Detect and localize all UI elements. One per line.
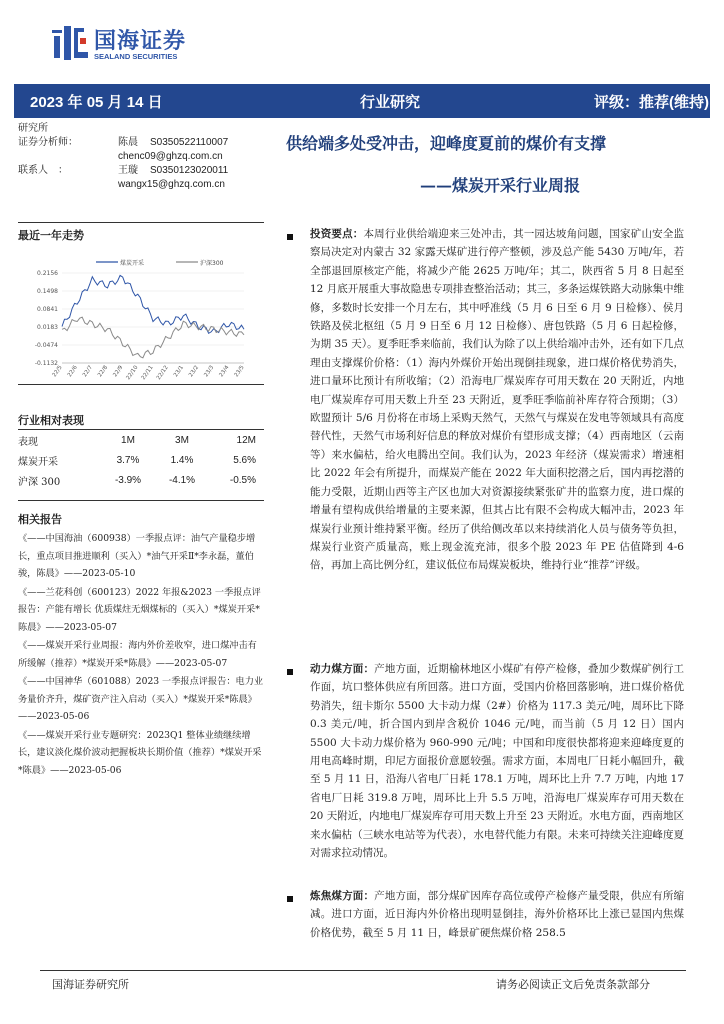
- bullet-icon: [287, 234, 293, 240]
- x-tick-label: 22/8: [97, 364, 110, 379]
- y-tick-label: 0.0841: [37, 306, 58, 313]
- divider: [18, 429, 264, 430]
- table-header-cell: 1M: [121, 435, 135, 446]
- section-label: 投资要点：: [310, 228, 364, 240]
- report-date: 2023 年 05 月 14 日: [30, 94, 163, 111]
- table-header-cell: 表现: [18, 437, 38, 448]
- contact-email[interactable]: wangx15@ghzq.com.cn: [118, 179, 225, 190]
- section-label: 炼焦煤方面：: [310, 890, 375, 902]
- header-banner: [14, 84, 710, 118]
- series-line-index: [62, 317, 244, 358]
- contact-cert: S0350123020011: [150, 165, 229, 176]
- analyst-label: 证券分析师：: [18, 137, 78, 148]
- bullet-icon: [287, 669, 293, 675]
- x-tick-label: 22/6: [66, 364, 79, 379]
- y-tick-label: 0.0183: [37, 324, 58, 331]
- analyst-cert: S0350522110007: [150, 137, 229, 148]
- divider: [18, 384, 264, 385]
- legend-sector-label: 煤炭开采: [120, 260, 145, 267]
- contact-label: 联系人 ：: [18, 165, 68, 176]
- table-cell: 沪深 300: [18, 477, 61, 488]
- trend-chart: [18, 251, 250, 381]
- report-category: 行业研究: [360, 94, 421, 111]
- x-tick-label: 22/7: [81, 364, 94, 379]
- legend-index-label: 沪深300: [200, 260, 224, 267]
- divider: [18, 222, 264, 223]
- x-tick-label: 22/5: [51, 364, 64, 379]
- related-reports-list: [18, 530, 264, 780]
- chart-legend: [96, 259, 224, 267]
- logo-text-en: SEALAND SECURITIES: [94, 52, 178, 61]
- y-tick-label: -0.0474: [34, 342, 58, 349]
- section-investment: [310, 225, 684, 645]
- logo-text-cn: 国海证券: [94, 28, 187, 53]
- x-tick-label: 23/2: [188, 364, 201, 379]
- analyst-name: 陈晨: [118, 137, 138, 148]
- footer-left: 国海证券研究所: [52, 978, 129, 991]
- report-title: 供给端多处受冲击，迎峰度夏前的煤价有支撑: [286, 134, 607, 153]
- section-label: 动力煤方面：: [310, 663, 375, 675]
- y-tick-label: 0.1498: [37, 288, 58, 295]
- x-tick-label: 22/11: [140, 364, 155, 381]
- x-tick-label: 22/9: [112, 364, 125, 379]
- section-text: 产地方面，近期榆林地区小煤矿有停产检修，叠加少数煤矿例行工作面，坑口整体供应有所回落。进口方面，受国内价格回落影响，进口煤价格优势消失，纽卡斯尔 5500 大卡动力煤（2#）价格为 117.3 美元/吨，周环比下降 0.3 美元/吨，折合国内到岸含税价 1046 元/吨，而当前（5 月 12 日）国内 5500 大卡动力煤价格为 960-990 元/吨；中国和印度很快都将迎来迎峰度夏的用电高峰时期，印尼方面报价意愿较强。需求方面，本周电厂日耗小幅回升，截至 5 月 11 日，沿海八省电厂日耗 178.1 万吨，周环比上升 7.7 万吨，内地 17 省电厂日耗 319.8 万吨，周环比上升 5.5 万吨，沿海电厂煤炭库存可用天数在 20 天附近，内地电厂煤炭库存可用天数上升至 23 天附近。水电方面，西南地区来水偏枯（三峡水电站等为代表），水电替代能力有限。未来可持续关注迎峰度夏对需求拉动情况。: [310, 663, 684, 860]
- table-row: [18, 452, 256, 469]
- divider: [18, 500, 264, 501]
- x-tick-label: 22/12: [155, 364, 170, 381]
- section-thermal-coal: [310, 660, 684, 882]
- section-text: 产地方面，部分煤矿因库存高位或停产检修产量受限，供应有所缩减。进口方面，近日海内外价格出现明显倒挂，海外价格环比上涨已显国内焦煤价格优势，截至 5 月 11 日，峰景矿硬焦煤价格 258.5: [310, 890, 684, 939]
- table-header-cell: 3M: [175, 435, 189, 446]
- x-tick-label: 23/4: [218, 364, 231, 379]
- logo-mark-icon: [50, 22, 94, 66]
- x-tick-label: 23/5: [233, 364, 246, 379]
- footer-right: 请务必阅读正文后免责条款部分: [496, 978, 650, 991]
- table-cell: 3.7%: [116, 455, 140, 466]
- performance-table: [18, 432, 256, 489]
- y-tick-label: -0.1132: [34, 360, 58, 367]
- institute-label: 研究所: [18, 123, 48, 134]
- related-heading: 相关报告: [18, 513, 62, 526]
- table-cell: -3.9%: [114, 475, 142, 486]
- report-subtitle: ——煤炭开采行业周报: [420, 176, 581, 195]
- table-header-row: [18, 432, 256, 449]
- table-row: [18, 472, 256, 489]
- table-header-cell: 12M: [236, 435, 256, 446]
- trend-chart-svg: [18, 251, 250, 381]
- bullet-icon: [287, 896, 293, 902]
- table-cell: -0.5%: [229, 475, 256, 486]
- company-logo: [50, 22, 190, 68]
- list-item[interactable]: 《——兰花科创（600123）2022 年报&2023 一季报点评报告：产能有增长 优质煤炷无烟煤标的（买入）*煤炭开采*陈晨》——2023-05-07: [18, 586, 261, 633]
- contact-name: 王璇: [118, 165, 138, 176]
- x-tick-label: 22/10: [125, 364, 140, 381]
- table-cell: 5.6%: [233, 455, 256, 466]
- footer-divider: [40, 970, 686, 971]
- y-tick-label: 0.2156: [37, 270, 58, 277]
- table-cell: 1.4%: [170, 455, 194, 466]
- list-item[interactable]: 《——中国神华（601088）2023 一季报点评报告：电力业务量价齐升，煤矿资产注入启动（买入）*煤炭开采*陈晨》——2023-05-06: [18, 676, 264, 722]
- trend-heading: 最近一年走势: [18, 229, 84, 242]
- table-cell: -4.1%: [168, 475, 196, 486]
- list-item[interactable]: 《——煤炭开采行业周报：海内外价差收窄，进口煤冲击有所缓解（推荐）*煤炭开采*陈晨》——2023-05-07: [18, 640, 257, 669]
- list-item[interactable]: 《——煤炭开采行业专题研究：2023Q1 整体业绩继续增长，建议淡化煤价波动把握板块长期价值（推荐）*煤炭开采*陈晨》——2023-05-06: [18, 729, 262, 776]
- series-line-sector: [62, 275, 244, 333]
- section-text: 本周行业供给端迎来三处冲击，其一园达坡角问题，国家矿山安全监察局决定对内蒙古 32 家露天煤矿进行停产整顿，涉及总产能 5430 万吨/年，若全部退回原核定产能，将减少产能 2625 万吨/年；其二，陕西省 5 月 8 日起至 12 月底开展重大事故隐患专项排查整治活动；其三，多条运煤铁路大动脉集中维修，多数时长安排一个月左右，其中呼准线（5 月 6 日至 6 月 9 日检修）、侯月铁路及侯北枢纽（5 月 9 日至 6 月 12 日检修）、唐包铁路（5 月 6 日起检修，为期 35 天）。夏季旺季来临前，我们认为除了以上供给端冲击外，还有如下几点理由支撑煤价价格：（1）海内外煤价开始出现倒挂现象，进口煤价格优势消失，进口量环比预计有所收缩；（2）沿海电厂煤炭库存可用天数在 20 天附近，内地电厂煤炭库存可用天数上升至 23 天附近，夏季旺季临前补库存符合预期；（3）欧盟预计 5/6 月份将在市场上采购天然气，天然气与煤炭在发电等领域具有高度替代性，天然气市场利好信息的释放对煤价有望形成支撑；（4）西南地区（云南等）来水偏枯，给火电腾出空间。我们认为，2023 年经济（煤炭需求）增速相比 2022 年会有所提升，而煤炭产能在 2022 年大面积挖潜之后，国内再挖潜的能力受限，近期山西等主产区也加大对资源接续紧张矿井的监察力度，进口煤的增量有望构成供给增量的主要来源，但其占比有限不会构成大幅冲击，2023 年煤炭行业预计维持紧平衡。经历了供给侧改革以来持续消化人员与债务等负担，煤炭行业资产质量高，账上现金流充沛，很多个股 2023 年 PE 估值降到 4-6 倍，再加上高比例分红，建议低位布局煤炭板块，维持行业“推荐”评级。: [310, 228, 684, 572]
- table-cell: 煤炭开采: [18, 457, 58, 468]
- analyst-email[interactable]: chenc09@ghzq.com.cn: [118, 151, 223, 162]
- report-rating: 评级：推荐(维持): [594, 94, 709, 111]
- section-coking-coal: [310, 887, 684, 943]
- performance-heading: 行业相对表现: [18, 414, 84, 427]
- list-item[interactable]: 《——中国海油（600938）一季报点评：油气产量稳步增长，重点项目推进顺利（买入）*油气开采Ⅱ*李永磊，董伯骏，陈晨》——2023-05-10: [18, 533, 256, 579]
- x-tick-label: 23/3: [203, 364, 216, 379]
- x-tick-label: 23/1: [172, 364, 185, 379]
